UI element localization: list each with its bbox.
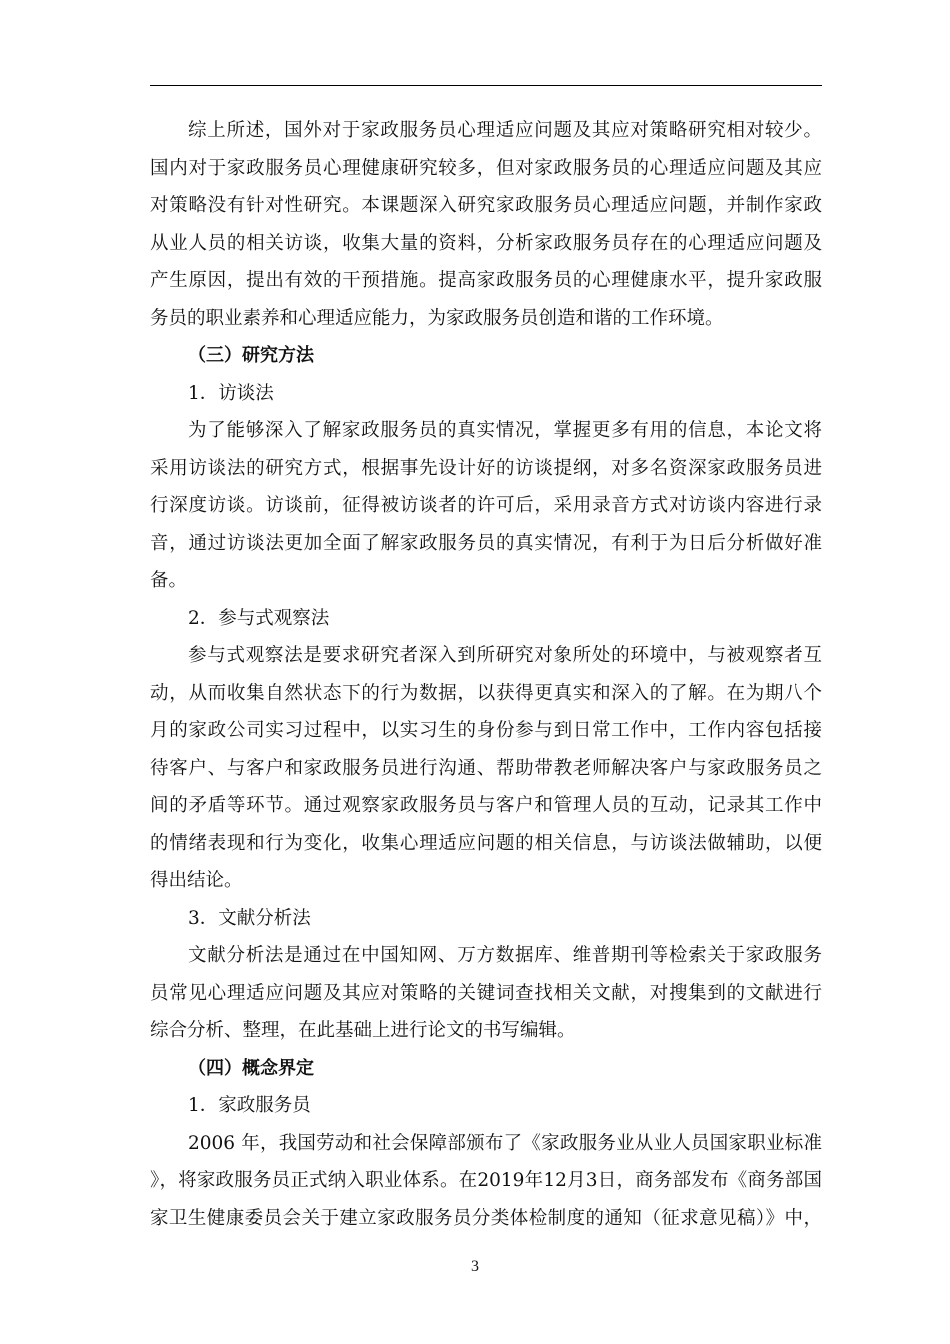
text-line: 采用访谈法的研究方式，根据事先设计好的访谈提纲，对多名资深家政服务员进 xyxy=(150,457,822,479)
text-line: 的情绪表现和行为变化，收集心理适应问题的相关信息，与访谈法做辅助，以便 xyxy=(150,832,822,854)
text-line: 综合分析、整理，在此基础上进行论文的书写编辑。 xyxy=(150,1020,576,1041)
text-line: 从业人员的相关访谈，收集大量的资料，分析家政服务员存在的心理适应问题及 xyxy=(150,232,822,254)
text-line: 月的家政公司实习过程中，以实习生的身份参与到日常工作中，工作内容包括接 xyxy=(150,720,822,741)
paragraph xyxy=(150,637,822,900)
paragraph xyxy=(150,937,822,1050)
text-line: 备。 xyxy=(150,570,188,591)
text-line: 为了能够深入了解家政服务员的真实情况，掌握更多有用的信息，本论文将 xyxy=(188,420,822,441)
subsection-heading: 1．访谈法 xyxy=(188,382,274,404)
text-line: 家卫生健康委员会关于建立家政服务员分类体检制度的通知（征求意见稿）》中， xyxy=(150,1207,822,1229)
page-number: 3 xyxy=(471,1258,479,1275)
text-line: 务员的职业素养和心理适应能力，为家政服务员创造和谐的工作环境。 xyxy=(150,307,724,329)
paragraph xyxy=(150,1125,822,1238)
text-line: 员常见心理适应问题及其应对策略的关键词查找相关文献，对搜集到的文献进行 xyxy=(150,982,822,1004)
paragraph xyxy=(150,112,822,337)
text-line: 待客户、与客户和家政服务员进行沟通、帮助带教老师解决客户与家政服务员之 xyxy=(150,757,822,779)
section-heading: （三）研究方法 xyxy=(188,345,314,366)
subsection-heading: 1．家政服务员 xyxy=(188,1095,311,1116)
document-body xyxy=(150,112,822,1237)
text-line: 文献分析法是通过在中国知网、万方数据库、维普期刊等检索关于家政服务 xyxy=(188,945,822,966)
section-heading: （四）概念界定 xyxy=(188,1057,314,1079)
text-line: 》，将家政服务员正式纳入职业体系。在2019年12月3日，商务部发布《商务部国 xyxy=(150,1170,822,1191)
subsection-heading: 2．参与式观察法 xyxy=(188,607,330,629)
subsection-heading: 3．文献分析法 xyxy=(188,907,311,929)
paragraph xyxy=(150,412,822,600)
text-line: 间的矛盾等环节。通过观察家政服务员与客户和管理人员的互动，记录其工作中 xyxy=(150,795,822,816)
text-line: 国内对于家政服务员心理健康研究较多，但对家政服务员的心理适应问题及其应 xyxy=(150,157,822,179)
header-rule xyxy=(150,85,822,86)
text-line: 综上所述，国外对于家政服务员心理适应问题及其应对策略研究相对较少。 xyxy=(188,120,822,141)
text-line: 动，从而收集自然状态下的行为数据，以获得更真实和深入的了解。在为期八个 xyxy=(150,682,822,704)
text-line: 产生原因，提出有效的干预措施。提高家政服务员的心理健康水平，提升家政服 xyxy=(150,270,822,291)
text-line: 2006 年，我国劳动和社会保障部颁布了《家政服务业从业人员国家职业标准 xyxy=(188,1132,822,1154)
text-line: 参与式观察法是要求研究者深入到所研究对象所处的环境中，与被观察者互 xyxy=(188,645,822,666)
text-line: 行深度访谈。访谈前，征得被访谈者的许可后，采用录音方式对访谈内容进行录 xyxy=(150,495,822,516)
text-line: 对策略没有针对性研究。本课题深入研究家政服务员心理适应问题，并制作家政 xyxy=(150,195,822,216)
text-line: 音，通过访谈法更加全面了解家政服务员的真实情况，有利于为日后分析做好准 xyxy=(150,532,822,554)
text-line: 得出结论。 xyxy=(150,870,243,891)
